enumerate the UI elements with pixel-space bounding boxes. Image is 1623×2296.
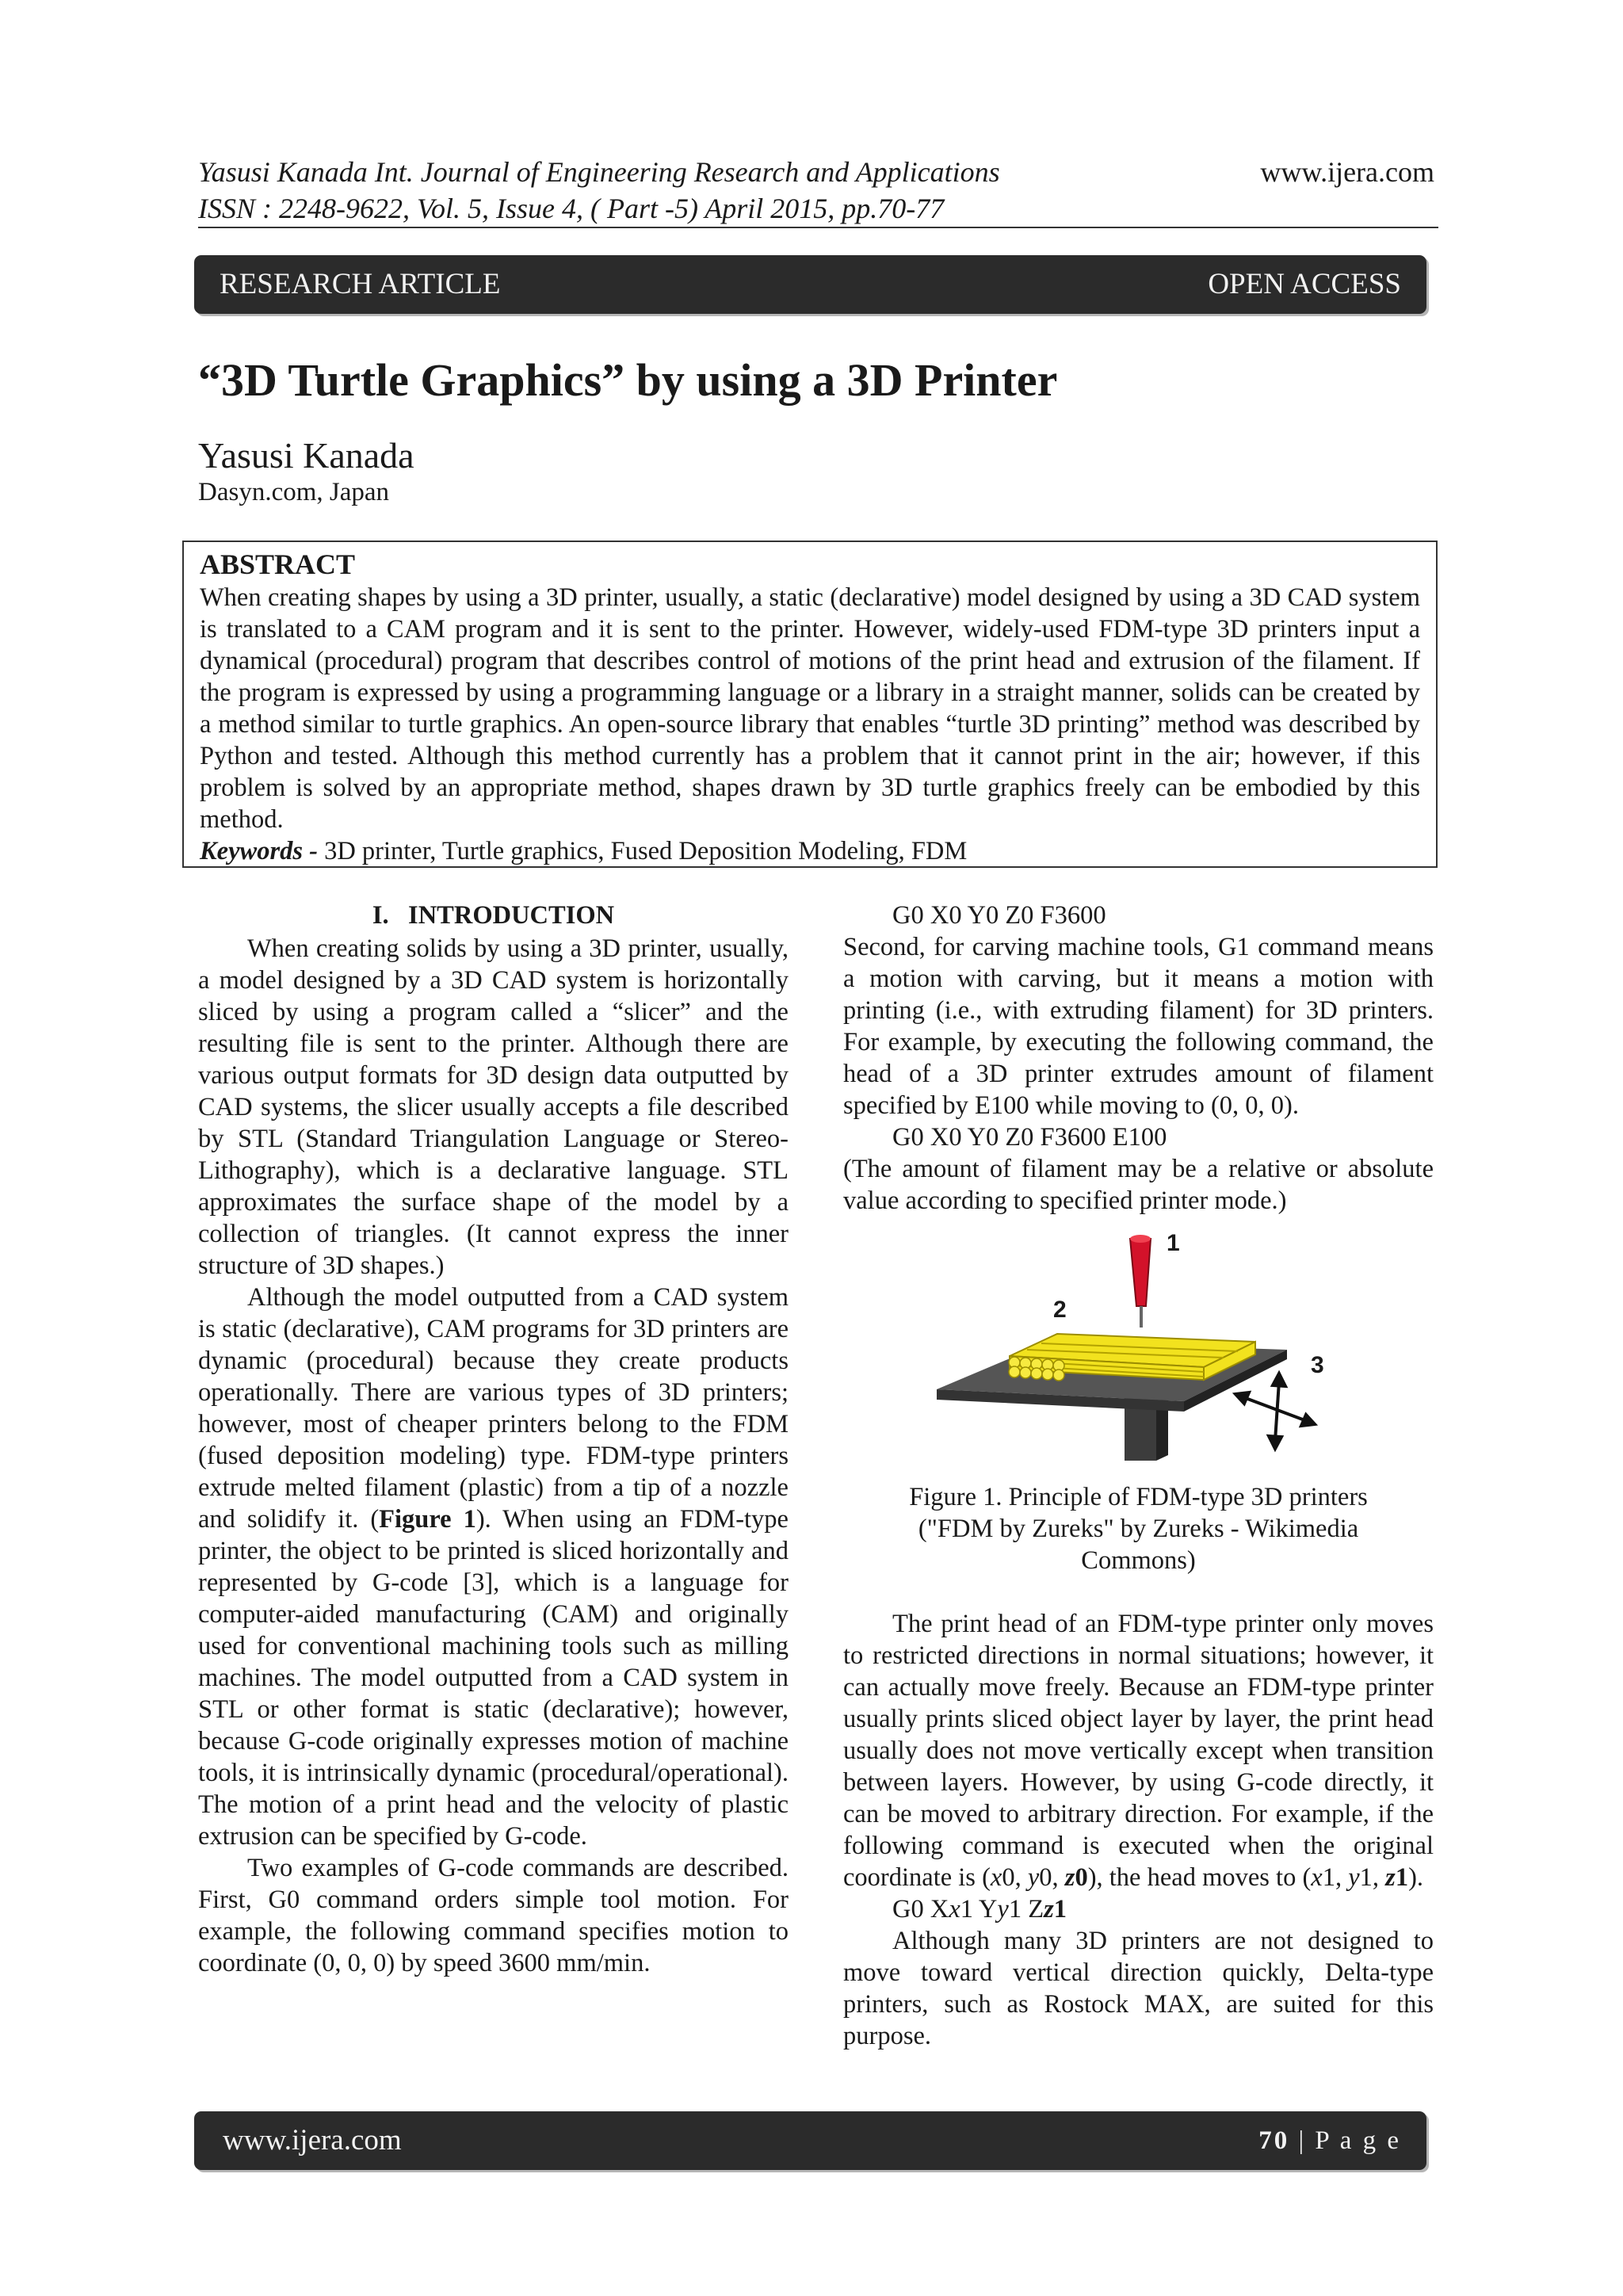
section-number: I.: [372, 901, 389, 930]
figure-1-caption-line-3: Commons): [1081, 1546, 1196, 1575]
footer-website-link[interactable]: www.ijera.com: [223, 2124, 402, 2157]
var-x0-index: 0,: [1002, 1863, 1028, 1892]
print-head-nozzle: [1130, 1239, 1151, 1306]
var-y0-index: 0,: [1039, 1863, 1065, 1892]
header-divider: [198, 227, 1438, 228]
var-z1: z: [1385, 1863, 1396, 1892]
left-column: [198, 900, 789, 1979]
figure-label-2: 2: [1053, 1297, 1067, 1323]
var-x0: x: [990, 1863, 1002, 1892]
figure-1-reference-link[interactable]: Figure 1: [379, 1505, 476, 1534]
gcode-example-1: G0 X0 Y0 Z0 F3600: [892, 901, 1106, 930]
footer-page-indicator: [1258, 2111, 1401, 2170]
gcode3-part-d: 1: [1053, 1895, 1067, 1924]
var-y1: y: [1348, 1863, 1360, 1892]
fdm-printer-illustration: [843, 1223, 1434, 1469]
paper-title: “3D Turtle Graphics” by using a 3D Printer: [198, 354, 1058, 406]
author-name: Yasusi Kanada: [198, 435, 414, 476]
print-head-paragraph-mid: ), the head moves to (: [1087, 1863, 1312, 1892]
right-column: [843, 900, 1434, 2052]
print-head-paragraph: [843, 1608, 1434, 1893]
keywords-line: [200, 835, 1420, 867]
abstract-text: When creating shapes by using a 3D printer, usually, a static (declarative) model designed by using a 3D CAD system is translated to a CAM program and it is sent to the printer. However, widely-used FDM-type 3D printers input a dynamical (procedural) program that describes control of motions of the print head and extrusion of the filament. If the program is expressed by using a programming language or a library in a straight manner, solids can be created by a method similar to turtle graphics. An open-source library that enables “turtle 3D printing” method was described by Python and tested. Although this method currently has a problem that it cannot print in the air; however, if this problem is solved by an appropriate method, shapes drawn by 3D turtle graphics freely can be embodied by this method.: [200, 583, 1420, 834]
gcode3-z: z: [1044, 1895, 1054, 1924]
section-heading-introduction: [198, 900, 789, 931]
print-head-paragraph-text: The print head of an FDM-type printer only moves to restricted directions in normal situations; however, it can actually move freely. Because an FDM-type printer usually prints sliced object layer by layer, the print head usually does not move vertically except when transition between layers. However, by using G-code directly, it can be moved to arbitrary direction. For example, if the following command is executed when the original coordinate is (: [843, 1610, 1434, 1892]
gcode3-part-c: 1 Z: [1008, 1895, 1044, 1924]
intro-paragraph-3: Two examples of G-code commands are described. First, G0 command orders simple tool motion. For example, the following command specifies motion to coordinate (0, 0, 0) by speed 3600 mm/min.: [198, 1854, 789, 1977]
page-label: | P a g e: [1289, 2126, 1401, 2155]
journal-website-link[interactable]: www.ijera.com: [1260, 156, 1434, 188]
motion-direction-arrows: [1235, 1373, 1315, 1449]
var-y0: y: [1027, 1863, 1040, 1892]
journal-citation-line2: ISSN : 2248-9622, Vol. 5, Issue 4, ( Part -5) April 2015, pp.70-77: [198, 193, 945, 224]
gcode3-part-a: G0 X: [892, 1895, 949, 1924]
figure-1-caption-line-1: Figure 1. Principle of FDM-type 3D printers: [909, 1483, 1368, 1511]
intro-paragraph-1: When creating solids by using a 3D printer, usually, a model designed by a 3D CAD system is horizontally sliced by using a program called a “slicer” and the resulting file is sent to the printer. Although there are various output formats for 3D design data outputted by CAD systems, the slicer usually accepts a file described by STL (Standard Triangulation Language or Stereo-Lithography), which is a declarative language. STL approximates the surface shape of the model by a collection of triangles. (It cannot express the inner structure of 3D shapes.): [198, 934, 789, 1280]
section-title-initial: I: [408, 901, 418, 930]
journal-header: [198, 154, 1434, 227]
keywords-list: 3D printer, Turtle graphics, Fused Deposition Modeling, FDM: [324, 837, 968, 865]
research-article-label: RESEARCH ARTICLE: [220, 268, 501, 300]
gcode3-x: x: [949, 1895, 960, 1924]
abstract-heading: ABSTRACT: [200, 548, 356, 580]
figure-1: [843, 1223, 1434, 1469]
intro-paragraph-2: [198, 1282, 789, 1852]
figure-label-1: 1: [1167, 1230, 1180, 1256]
figure-1-caption-line-2: ("FDM by Zureks" by Zureks - Wikimedia: [918, 1515, 1359, 1543]
delta-printer-paragraph: Although many 3D printers are not designed to move toward vertical direction quickly, Delta-type printers, such as Rostock MAX, are suited for this purpose.: [843, 1927, 1434, 2050]
var-x1-index: 1,: [1322, 1863, 1349, 1892]
var-y1-index: 1,: [1359, 1863, 1386, 1892]
gcode-example-3: [843, 1893, 1434, 1925]
page-footer: [194, 2111, 1426, 2170]
intro-paragraph-2-text-b: ). When using an FDM-type printer, the object to be printed is sliced horizontally and represented by G-code [3], which is a language for computer-aided manufacturing (CAM) and originally used for conventional machining tools such as milling machines. The model outputted from a CAD system in STL or other format is static (declarative); however, because G-code originally expresses motion of machine tools, it is intrinsically dynamic (procedural/operational). The motion of a print head and the velocity of plastic extrusion can be specified by G-code.: [198, 1505, 789, 1851]
var-x1: x: [1311, 1863, 1323, 1892]
intro-paragraph-2-text-a: Although the model outputted from a CAD system is static (declarative), CAM programs for 3D printers are dynamic (procedural) because they create products operationally. There are various types of 3D printers; however, most of cheaper printers belong to the FDM (fused deposition modeling) type. FDM-type printers extrude melted filament (plastic) from a tip of a nozzle and solidify it. (: [198, 1283, 789, 1534]
article-type-banner: [194, 255, 1426, 314]
keywords-label: Keywords -: [200, 837, 318, 865]
gcode-example-2: G0 X0 Y0 Z0 F3600 E100: [892, 1123, 1167, 1152]
figure-label-3: 3: [1311, 1352, 1324, 1378]
gcode3-part-b: 1 Y: [960, 1895, 998, 1924]
abstract-box: [182, 541, 1438, 868]
var-z1-index: 1: [1395, 1863, 1409, 1892]
print-head-paragraph-end: ).: [1408, 1863, 1424, 1892]
author-affiliation: Dasyn.com, Japan: [198, 478, 390, 506]
var-z0: z: [1064, 1863, 1075, 1892]
gcode-paragraph-2: (The amount of filament may be a relative or absolute value according to specified printer mode.): [843, 1155, 1434, 1215]
page-number: 70: [1258, 2126, 1290, 2155]
gcode3-y: y: [997, 1895, 1009, 1924]
gcode-paragraph-1: Second, for carving machine tools, G1 command means a motion with carving, but it means a motion with printing (i.e., with extruding filament) for 3D printers. For example, by executing the following command, the head of a 3D printer extrudes amount of filament specified by E100 while moving to (0, 0, 0).: [843, 933, 1434, 1120]
journal-citation-line1: Yasusi Kanada Int. Journal of Engineering Research and Applications: [198, 156, 1000, 188]
section-title-rest: NTRODUCTION: [418, 901, 615, 930]
open-access-label: OPEN ACCESS: [1208, 268, 1401, 300]
var-z0-index: 0: [1075, 1863, 1088, 1892]
